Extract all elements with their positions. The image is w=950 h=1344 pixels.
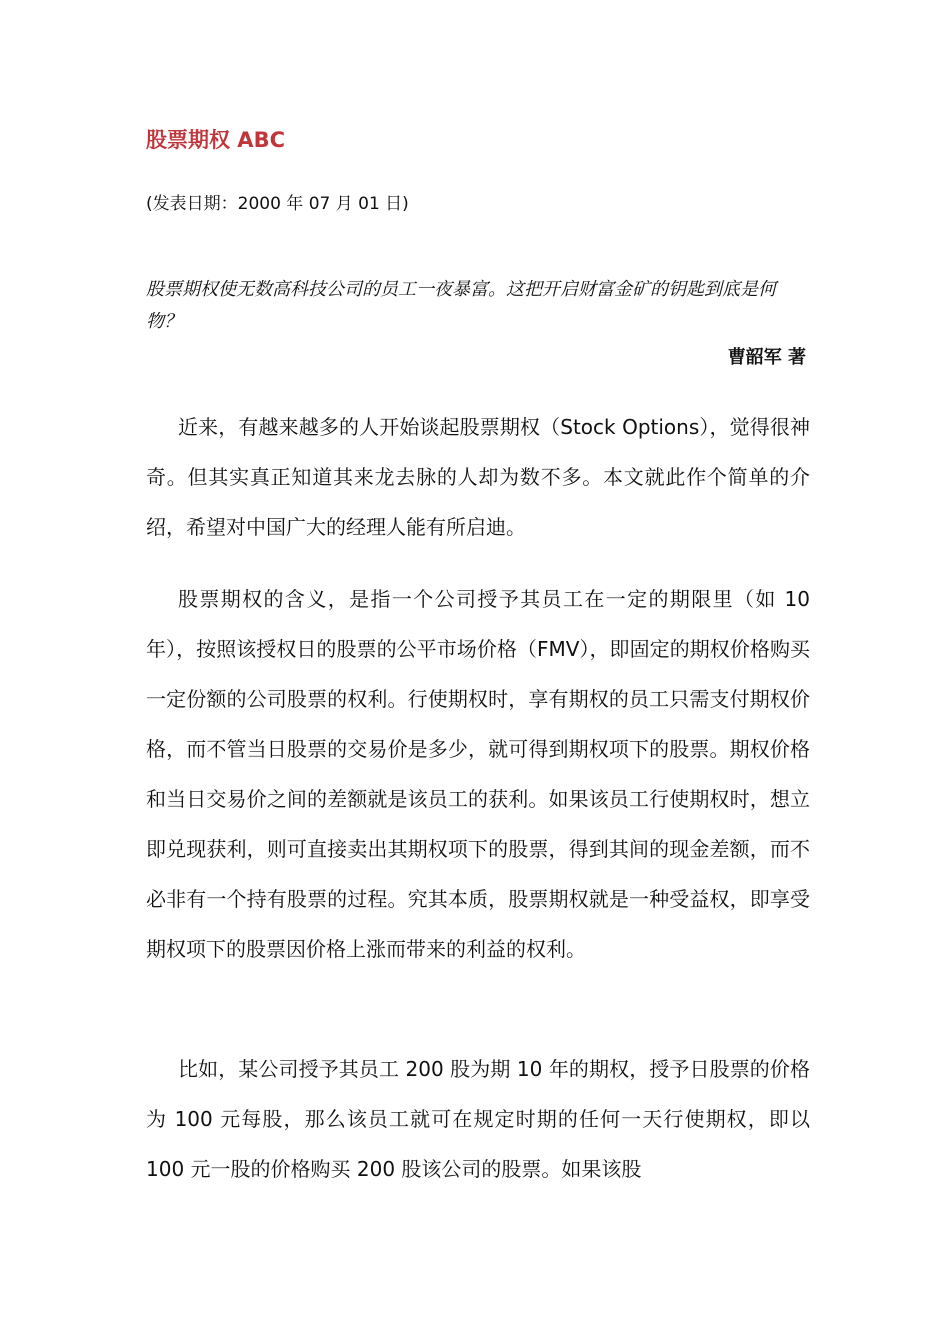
paragraph-2: 股票期权的含义，是指一个公司授予其员工在一定的期限里（如 10 年），按照该授权日的股票的公平市场价格（FMV），即固定的期权价格购买一定份额的公司股票的权利。行使期权时，享有期权的员工只需支付期权价格，而不管当日股票的交易价是多少，就可得到期权项下的股票。期权价格和当日交易价之间的差额就是该员工的获利。如果该员工行使期权时，想立即兑现获利，则可直接卖出其期权项下的股票，得到其间的现金差额，而不必非有一个持有股票的过程。究其本质，股票期权就是一种受益权，即享受期权项下的股票因价格上涨而带来的利益的权利。 [146, 587, 810, 961]
publish-date: (发表日期：2000 年 07 月 01 日) [146, 194, 409, 214]
article-lead: 股票期权使无数高科技公司的员工一夜暴富。这把开启财富金矿的钥匙到底是何物？ [146, 279, 776, 332]
article-title: 股票期权 ABC [146, 128, 285, 152]
paragraph-3: 比如，某公司授予其员工 200 股为期 10 年的期权，授予日股票的价格为 100 元每股，那么该员工就可在规定时期的任何一天行使期权，即以 100 元一股的价格购买 200 股该公司的股票。如果该股 [146, 1057, 810, 1181]
paragraph-1: 近来，有越来越多的人开始谈起股票期权（Stock Options），觉得很神奇。但其实真正知道其来龙去脉的人却为数不多。本文就此作个简单的介绍，希望对中国广大的经理人能有所启迪。 [146, 415, 810, 539]
author-byline: 曹韶军 著 [727, 347, 806, 368]
